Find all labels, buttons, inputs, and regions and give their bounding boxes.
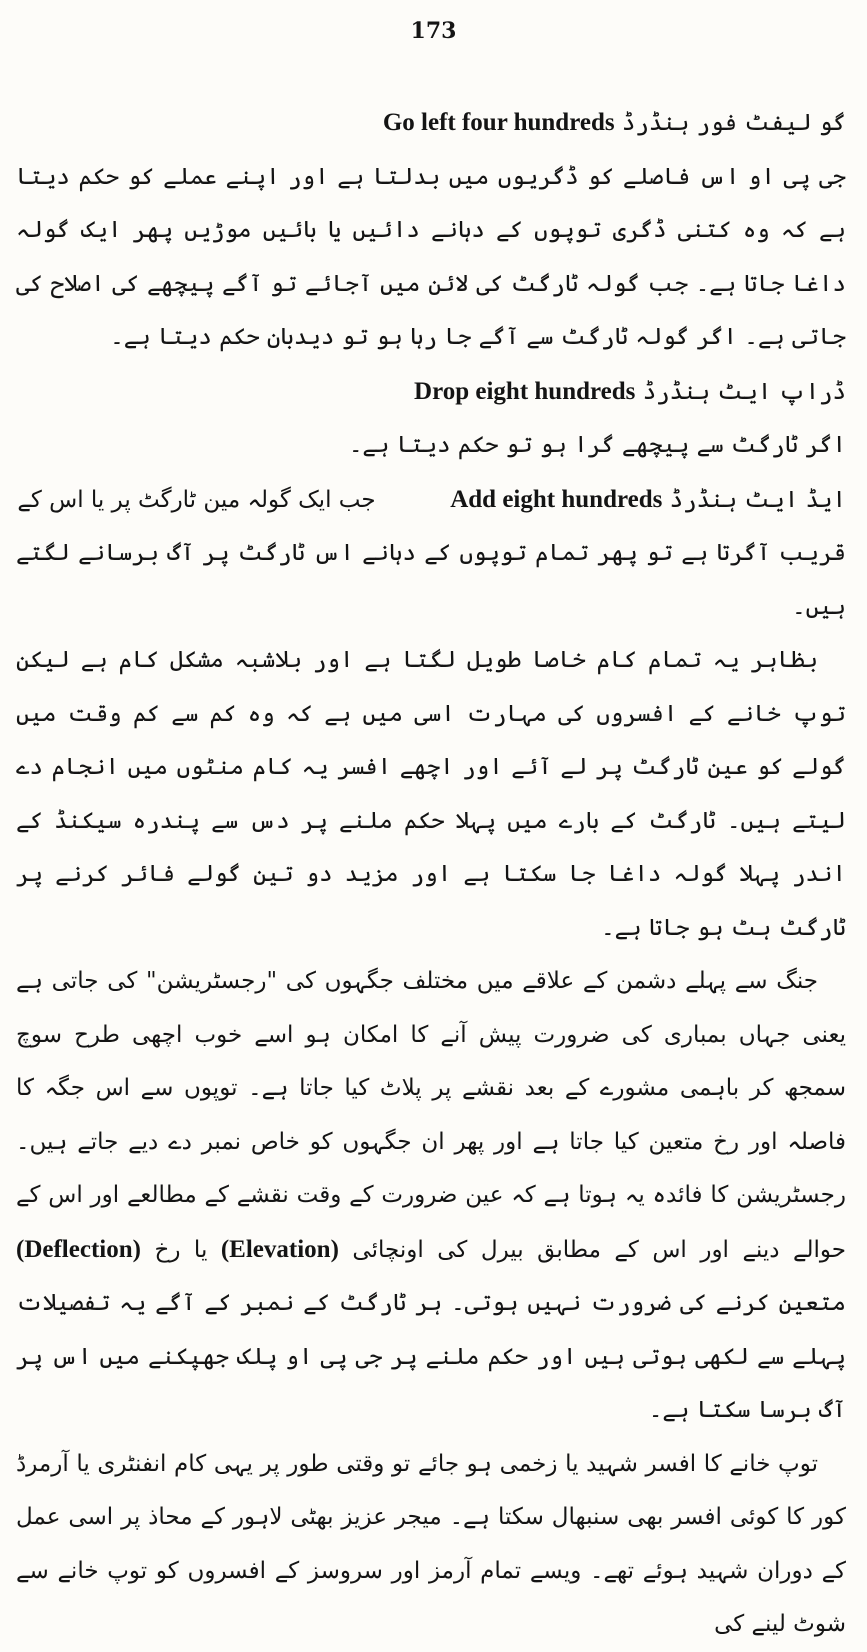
command-english: Drop eight hundreds	[414, 377, 636, 405]
paragraph-add-rest: قریب آگرتا ہے تو پھر تمام توپوں کے دہانے اس ٹارگٹ پر آگ برسانے لگتے ہیں۔	[16, 540, 846, 620]
elevation-term: (Elevation)	[220, 1235, 339, 1263]
page-body	[16, 96, 846, 1652]
command-go-left	[16, 96, 846, 151]
command-urdu: گو لیفٹ فور ہنڈرڈ	[621, 110, 846, 136]
deflection-term: (Deflection)	[16, 1235, 141, 1263]
command-urdu: ایڈ ایٹ ہنڈرڈ	[669, 486, 846, 513]
registration-text-a: جنگ سے پہلے دشمن کے علاقے میں مختلف جگہوں کی "رجسٹریشن" کی جاتی ہے یعنی جہاں بمباری کی ضرورت پیش آنے کا امکان ہو اسے خوب اچھی طرح سوچ سمجھ کر باہمی مشورے کے بعد نقشے پر پلاٹ کیا جاتا ہے۔ توپوں سے اس جگہ کا فاصلہ اور رخ متعین کیا جاتا ہے اور پھر ان جگہوں کو خاص نمبر دے دیے جاتے ہیں۔ رجسٹریشن کا فائدہ یہ ہوتا ہے کہ عین ضرورت کے وقت نقشے کے مطالعے اور اس کے حوالے دینے اور اس کے مطابق بیرل کی اونچائی	[16, 968, 846, 1263]
registration-text-b: یا رخ	[154, 1236, 208, 1263]
page-number: 173	[410, 18, 457, 44]
registration-text-c: متعین کرنے کی ضرورت نہیں ہوتی۔ ہر ٹارگٹ کے نمبر کے آگے یہ تفصیلات پہلے سے لکھی ہوتی ہیں اور حکم ملنے پر جی پی او پلک جھپکنے میں اس پر آگ برسا سکتا ہے۔	[16, 1290, 846, 1423]
paragraph-officer-skill: بظاہر یہ تمام کام خاصا طویل لگتا ہے اور بلاشبہ مشکل کام ہے لیکن توپ خانے کے افسروں کی مہارت اسی میں ہے کہ وہ کم سے کم وقت میں گولے کو عین ٹارگٹ پر لے آئے اور اچھے افسر یہ کام منٹوں میں انجام دے لیتے ہیں۔ ٹارگٹ کے بارے میں پہلا حکم ملنے پر دس سے پندرہ سیکنڈ کے اندر پہلا گولہ داغا جا سکتا ہے اور مزید دو تین گولے فائر کرنے پر ٹارگٹ ہٹ ہو جاتا ہے۔	[16, 647, 846, 941]
paragraph-gpo-degrees: جی پی او اس فاصلے کو ڈگریوں میں بدلتا ہے اور اپنے عملے کو حکم دیتا ہے کہ وہ کتنی ڈگری توپوں کے دہانے دائیں یا بائیں موڑیں پھر ایک گولہ داغا جاتا ہے۔ جب گولہ ٹارگٹ کی لائن میں آجائے تو آگے پیچھے کی اصلاح کی جاتی ہے۔ اگر گولہ ٹارگٹ سے آگے جا رہا ہو تو دیدبان حکم دیتا ہے۔	[16, 163, 846, 350]
command-add	[16, 473, 846, 528]
command-english: Add eight hundreds	[450, 485, 663, 513]
paragraph-add-start: جب ایک گولہ مین ٹارگٹ پر یا اس کے	[17, 486, 376, 513]
paragraph-drop-order: اگر ٹارگٹ سے پیچھے گرا ہو تو حکم دیتا ہے۔	[348, 432, 846, 458]
command-english: Go left four hundreds	[382, 109, 615, 136]
paragraph-major-aziz-bhatti: توپ خانے کا افسر شہید یا زخمی ہو جائے تو وقتی طور پر یہی کام انفنٹری یا آرمرڈ کور کا کوئی افسر بھی سنبھال سکتا ہے۔ میجر عزیز بھٹی لاہور کے محاذ پر اسی عمل کے دوران شہید ہوئے تھے۔ ویسے تمام آرمز اور سروسز کے افسروں کو توپ خانے سے شوٹ لینے کی	[16, 1450, 846, 1637]
command-drop	[16, 365, 846, 420]
command-urdu: ڈراپ ایٹ ہنڈرڈ	[642, 378, 846, 405]
paragraph-registration	[16, 955, 846, 1438]
